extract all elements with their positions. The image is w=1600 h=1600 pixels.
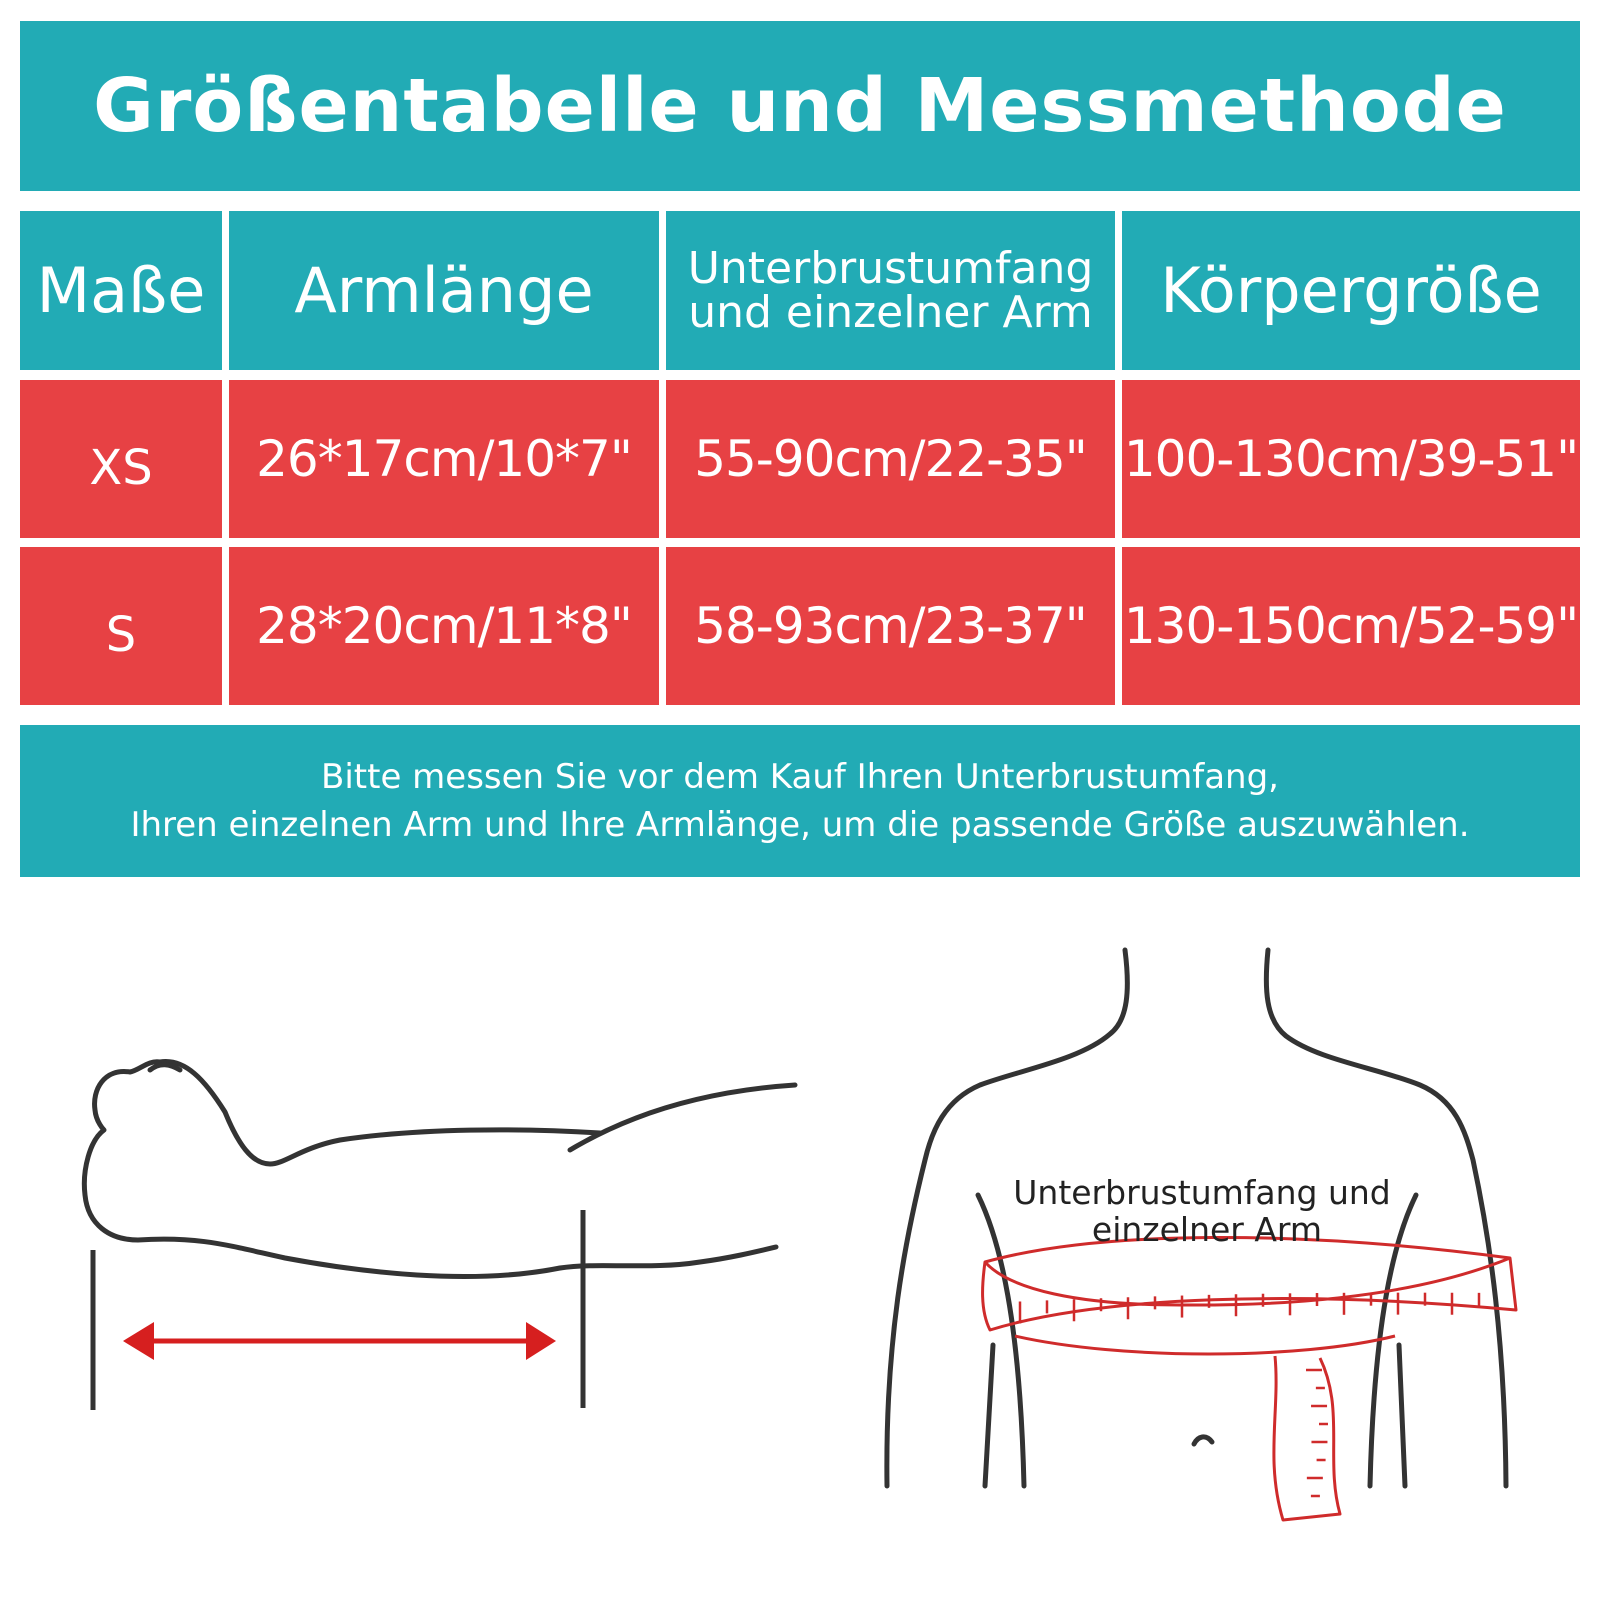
header-cell-koerpergroesse: Körpergröße	[1122, 211, 1580, 370]
note-line-2: Ihren einzelnen Arm und Ihre Armlänge, um die passende Größe auszuwählen.	[130, 805, 1470, 845]
tape-label-line-1: Unterbrustumfang und	[1013, 1173, 1391, 1212]
header-cell-masse: Maße	[20, 211, 222, 370]
underbust-cell-s: 58-93cm/23-37"	[666, 547, 1115, 705]
header-cell-unterbrustumfang: Unterbrustumfang und einzelner Arm	[666, 211, 1115, 370]
height-cell-xs: 100-130cm/39-51"	[1122, 380, 1580, 538]
arm-length-cell-s: 28*20cm/11*8"	[229, 547, 659, 705]
height-cell-s: 130-150cm/52-59"	[1122, 547, 1580, 705]
arm-outline-icon	[84, 1062, 795, 1277]
note-line-1: Bitte messen Sie vor dem Kauf Ihren Unterbrustumfang,	[321, 757, 1279, 797]
page-title: Größentabelle und Messmethode	[93, 63, 1507, 149]
size-cell-xs: XS	[20, 380, 222, 538]
double-arrow-icon	[123, 1322, 556, 1360]
header-cell-armlaenge: Armlänge	[229, 211, 659, 370]
measuring-tape-icon	[983, 1237, 1516, 1520]
tape-label-line-2: einzelner Arm	[1091, 1210, 1323, 1249]
arm-length-cell-xs: 26*17cm/10*7"	[229, 380, 659, 538]
size-cell-s: S	[20, 547, 222, 705]
underbust-cell-xs: 55-90cm/22-35"	[666, 380, 1115, 538]
measuring-tape-ticks	[1020, 1293, 1479, 1496]
